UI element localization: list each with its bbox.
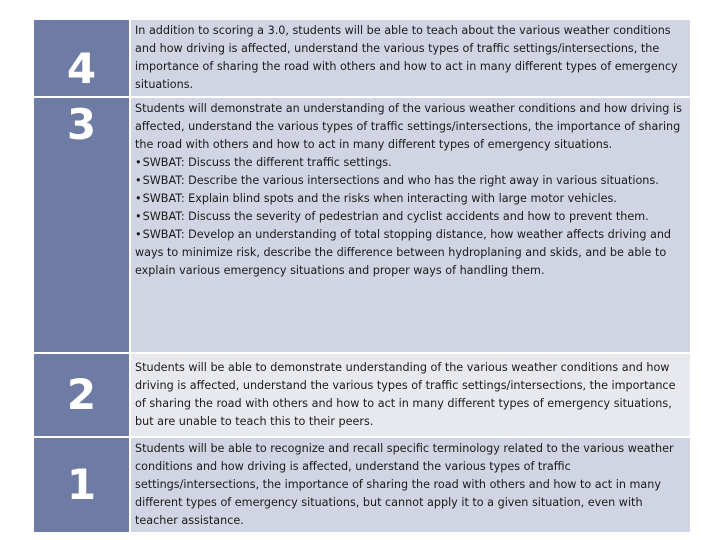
score-1: 1 (33, 437, 130, 533)
bullet-icon: • (135, 174, 142, 187)
bullet-icon: • (135, 228, 142, 241)
score-4-text: In addition to scoring a 3.0, students will be able to teach about the various weather conditions and how driving is affected, understand the various types of traffic settings/intersections, the importance of sharing the road with others and how to act in many different types of emergency situations. (135, 24, 678, 91)
scale-row-4 (33, 19, 691, 97)
score-4: 4 (33, 19, 130, 97)
proficiency-scale-table (32, 18, 692, 534)
scale-row-1 (33, 437, 691, 533)
score-3-text: Students will demonstrate an understanding of the various weather conditions and how driving is affected, understand the various types of traffic settings/intersections, the importance of sharing the road with others and how to act in many different types of emergency situations. (135, 102, 682, 151)
bullet-icon: • (135, 156, 142, 169)
scale-row-2 (33, 353, 691, 437)
scale-row-3 (33, 97, 691, 353)
bullet-icon: • (135, 192, 142, 205)
score-3-description (130, 97, 691, 353)
score-1-text: Students will be able to recognize and recall specific terminology related to the various weather conditions and how driving is affected, understand the various types of traffic settings/intersections, the importance of sharing the road with others and how to act in many different types of emergency situations, but cannot apply it to a given situation, even with teacher assistance. (135, 442, 674, 527)
swbat-item-text: SWBAT: Develop an understanding of total stopping distance, how weather affects driving and ways to minimize risk, describe the difference between hydroplaning and skids, and be able to explain various emergency situations and proper ways of handling them. (135, 228, 672, 277)
score-2: 2 (33, 353, 130, 437)
bullet-icon: • (135, 210, 142, 223)
swbat-item (135, 190, 686, 208)
swbat-item (135, 208, 686, 226)
swbat-item (135, 172, 686, 190)
score-2-text: Students will be able to demonstrate understanding of the various weather conditions and how driving is affected, understand the various types of traffic settings/intersections, the importance of sharing the road with others and how to act in many different types of emergency situations, but are unable to teach this to their peers. (135, 361, 676, 428)
swbat-item-text: SWBAT: Discuss the severity of pedestrian and cyclist accidents and how to prevent them. (142, 210, 649, 223)
swbat-list (135, 154, 686, 280)
score-2-description (130, 353, 691, 437)
swbat-item (135, 154, 686, 172)
score-1-description (130, 437, 691, 533)
swbat-item-text: SWBAT: Discuss the different traffic settings. (142, 156, 392, 169)
score-4-description (130, 19, 691, 97)
swbat-item (135, 226, 686, 280)
swbat-item-text: SWBAT: Explain blind spots and the risks when interacting with large motor vehicles. (142, 192, 617, 205)
score-3: 3 (33, 97, 130, 353)
swbat-item-text: SWBAT: Describe the various intersections and who has the right away in various situations. (142, 174, 659, 187)
